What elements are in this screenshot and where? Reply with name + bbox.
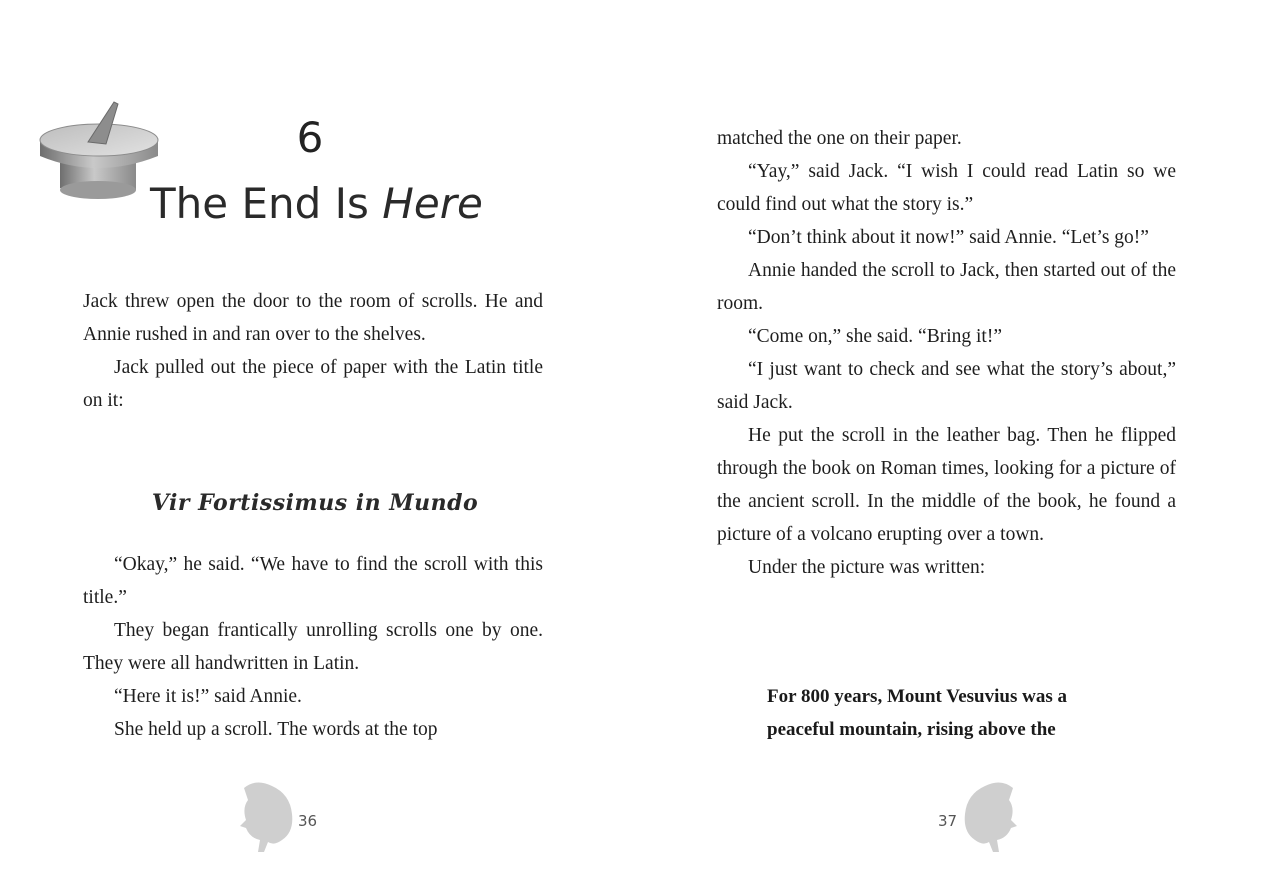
silhouette-ornament-icon xyxy=(238,780,298,854)
paragraph: Annie handed the scroll to Jack, then started out of the room. xyxy=(717,260,1176,314)
paragraph: “Yay,” said Jack. “I wish I could read Latin so we could find out what the story is.” xyxy=(717,161,1176,215)
paragraph: Jack threw open the door to the room of scrolls. He and Annie rushed in and ran over to the shelves. xyxy=(83,291,543,345)
paragraph: They began frantically unrolling scrolls one by one. They were all handwritten in Latin. xyxy=(83,620,543,674)
left-text-block-2 xyxy=(83,548,543,746)
quote-line: peaceful mountain, rising above the xyxy=(767,719,1056,740)
paragraph: He put the scroll in the leather bag. Then he flipped through the book on Roman times, looking for a picture of the ancient scroll. In the middle of the book, he found a picture of a volcano erupting over a town. xyxy=(717,425,1176,545)
sundial-icon xyxy=(36,100,162,204)
paragraph: matched the one on their paper. xyxy=(717,128,962,149)
paragraph: “Here it is!” said Annie. xyxy=(114,686,302,707)
latin-title: Vir Fortissimus in Mundo xyxy=(151,490,479,516)
right-text-block xyxy=(717,122,1176,584)
silhouette-ornament-icon xyxy=(959,780,1019,854)
paragraph: “Come on,” she said. “Bring it!” xyxy=(748,326,1002,347)
left-text-block-1 xyxy=(83,285,543,417)
page-number: 37 xyxy=(938,812,958,830)
book-caption-quote xyxy=(767,680,1147,746)
paragraph: Jack pulled out the piece of paper with the Latin title on it: xyxy=(83,357,543,411)
paragraph: Under the picture was written: xyxy=(748,557,986,578)
quote-line: For 800 years, Mount Vesuvius was a xyxy=(767,686,1067,707)
paragraph: She held up a scroll. The words at the top xyxy=(114,719,438,740)
paragraph: “I just want to check and see what the story’s about,” said Jack. xyxy=(717,359,1176,413)
chapter-title-italic: Here xyxy=(382,179,483,228)
chapter-title xyxy=(150,178,490,230)
paragraph: “Don’t think about it now!” said Annie. “Let’s go!” xyxy=(748,227,1149,248)
paragraph: “Okay,” he said. “We have to find the scroll with this title.” xyxy=(83,554,543,608)
page-number: 36 xyxy=(298,812,318,830)
chapter-number: 6 xyxy=(296,113,324,162)
chapter-title-text: The End Is xyxy=(150,179,383,228)
right-page xyxy=(631,0,1262,873)
